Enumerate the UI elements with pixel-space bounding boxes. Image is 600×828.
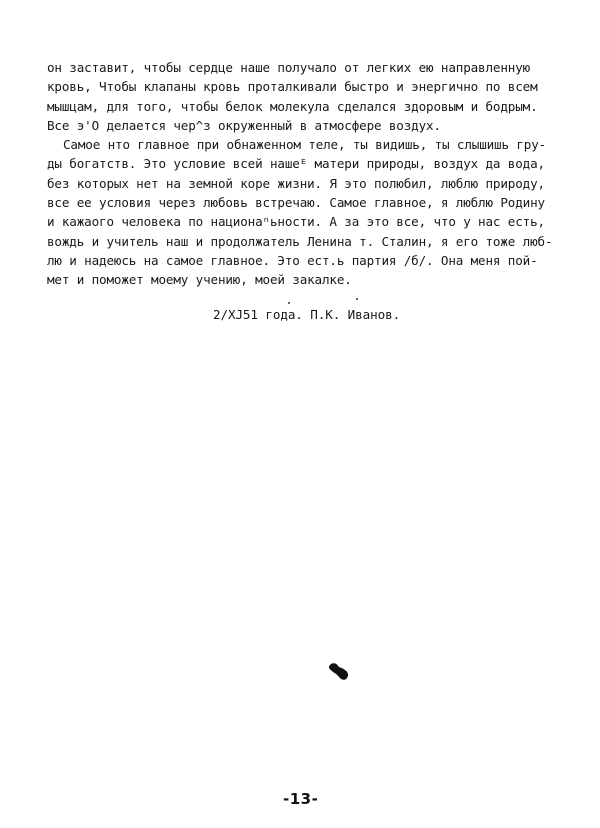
body-text (47, 58, 562, 290)
text-line: все ее условия через любовь встречаю. Самое главное, я люблю Родину (47, 195, 545, 211)
text-line: мет и поможет моему учению, моей закалке. (47, 272, 352, 288)
text-line: мышцам, для того, чтобы белок молекула сделался здоровым и бодрым. (47, 98, 538, 114)
text-line: вождь и учитель наш и продолжатель Ленина т. Сталин, я его тоже люб- (47, 233, 553, 249)
paragraph-2 (47, 135, 562, 289)
page-number: -13- (283, 790, 319, 808)
text-line: и кажаого человека по национаⁿьности. А за это все, что у нас есть, (47, 214, 545, 230)
text-line: без которых нет на земной коре жизни. Я это полюбил, люблю природу, (47, 175, 545, 191)
text-line: ды богатств. Это условие всей нашеᴱ матери природы, воздух да вода, (47, 156, 545, 172)
text-line: лю и надеюсь на самое главное. Это ест.ь партия /б/. Она меня пой- (47, 252, 538, 268)
text-line: Все э'О делается чер^з окруженный в атмосфере воздух. (47, 117, 441, 133)
ink-blot-mark (328, 662, 350, 682)
ink-speck (288, 302, 290, 304)
text-line: Самое нто главное при обнаженном теле, ты видишь, ты слышишь гру- (63, 137, 547, 153)
ink-speck (356, 298, 358, 300)
signature-line: 2/XJ51 года. П.К. Иванов. (213, 307, 401, 322)
text-line: он заставит, чтобы сердце наше получало от легких ею направленную (47, 60, 531, 75)
paragraph-1 (47, 58, 562, 135)
text-line: кровь, Чтобы клапаны кровь проталкивали быстро и энергично по всем (47, 79, 538, 95)
